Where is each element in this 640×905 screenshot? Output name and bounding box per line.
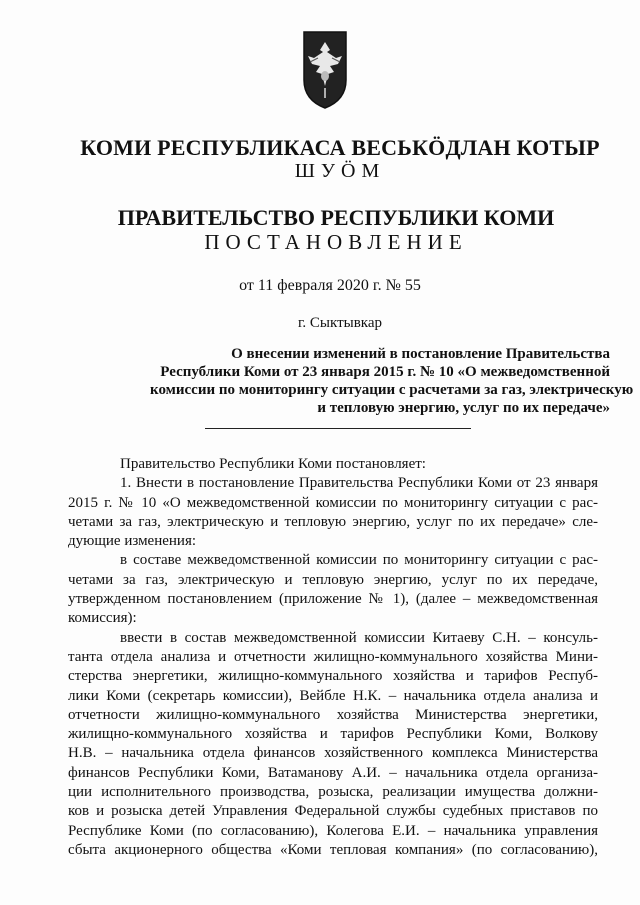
komi-government-name: КОМИ РЕСПУБЛИКАСА ВЕСЬКӦДЛАН КОТЫР: [80, 135, 600, 160]
body-line: дующие изменения:: [68, 533, 197, 550]
subject-divider: [205, 428, 471, 429]
subject-line: О внесении изменений в постановление Правительства: [231, 346, 610, 362]
body-line: Н.В. – начальника отдела финансов хозяйственного комплекса Министерства: [68, 745, 598, 762]
body-line: утвержденном постановлением (приложение № 1), (далее – межведомственная: [68, 591, 598, 608]
document-subject: [150, 345, 634, 417]
body-line: Правительство Республики Коми постановляет:: [120, 456, 426, 472]
body-line: четами за газ, электрическую и тепловую энергию, услуг по их передаче» сле-: [68, 513, 598, 530]
body-line: ции исполнительного производства, розыска, реализации имущества должни-: [68, 784, 598, 801]
subject-line: комиссии по мониторингу ситуации с расчетами за газ, электрическую: [150, 382, 634, 398]
body-line: в составе межведомственной комиссии по мониторингу ситуации с рас-: [120, 552, 598, 569]
body-line: сбыта акционерного общества «Коми тепловая компания» (по согласованию),: [68, 841, 598, 858]
body-line: 2015 г. № 10 «О межведомственной комиссии по мониторингу ситуации с рас-: [68, 494, 598, 511]
body-line: стерства энергетики, жилищно-коммунального хозяйства и тарифов Респуб-: [68, 668, 598, 685]
body-line: комиссия):: [68, 610, 137, 627]
body-line: финансов Республики Коми, Ватаманову А.И. – начальника отдела организа-: [68, 764, 598, 781]
body-line: ввести в состав межведомственной комиссии Китаеву С.Н. – консуль-: [120, 629, 598, 646]
subject-line: и тепловую энергию, услуг по их передаче»: [317, 400, 610, 416]
body-line: танта отдела анализа и отчетности жилищно-коммунального хозяйства Мини-: [68, 648, 598, 665]
body-line: жилищно-коммунального хозяйства и тарифов Республики Коми, Волкову: [68, 726, 598, 743]
body-line: лики Коми (секретарь комиссии), Вейбле Н.К. – начальника отдела анализа и: [68, 687, 598, 704]
body-line: 1. Внести в постановление Правительства Республики Коми от 23 января: [120, 475, 598, 492]
government-name: ПРАВИТЕЛЬСТВО РЕСПУБЛИКИ КОМИ: [117, 205, 555, 230]
document-date-number: от 11 февраля 2020 г. № 55: [239, 277, 421, 294]
document-city: г. Сыктывкар: [297, 315, 383, 331]
document-type: ПОСТАНОВЛЕНИЕ: [204, 230, 468, 254]
komi-coat-of-arms-icon: [300, 28, 350, 110]
komi-document-type: ШУӦМ: [294, 160, 386, 182]
document-body: [68, 455, 598, 860]
body-line: ков и розыска детей Управления Федеральной службы судебных приставов по: [68, 803, 598, 820]
subject-line: Республики Коми от 23 января 2015 г. № 10 «О межведомственной: [160, 364, 610, 380]
body-line: отчетности жилищно-коммунального хозяйства Министерства энергетики,: [68, 706, 598, 723]
body-line: Республике Коми (по согласованию), Колегова Е.И. – начальника управления: [68, 822, 598, 839]
body-line: четами за газ, электрическую и тепловую энергию, услуг по их передаче,: [68, 571, 598, 588]
